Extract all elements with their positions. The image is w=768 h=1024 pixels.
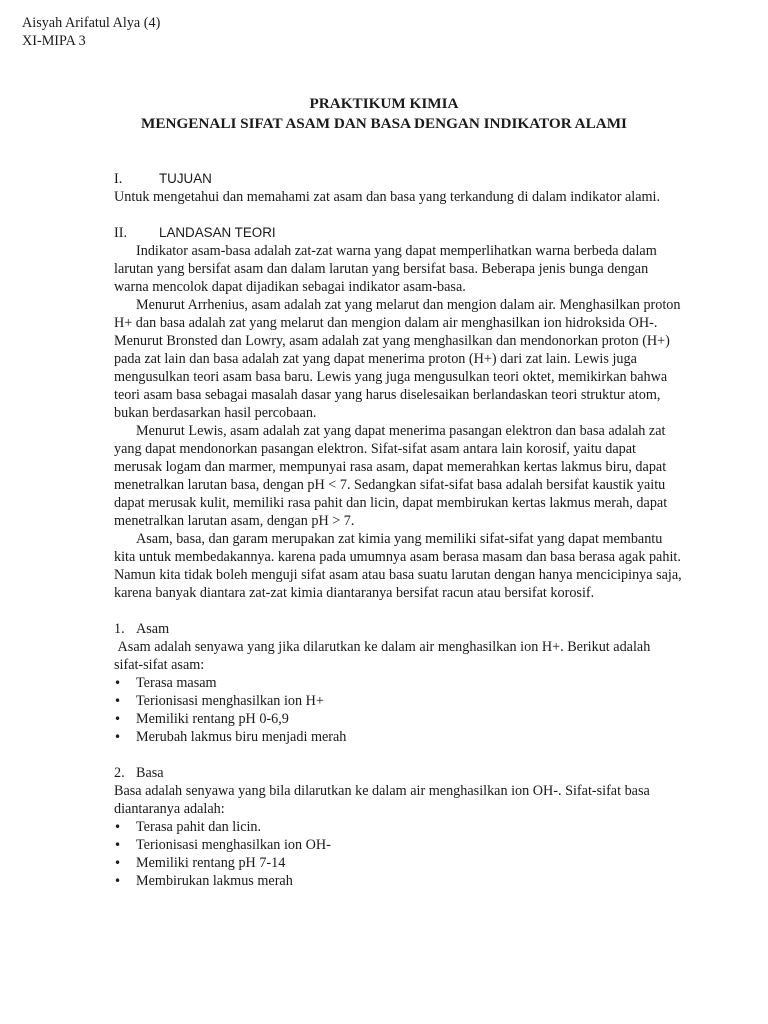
- title-line-1: PRAKTIKUM KIMIA: [309, 95, 459, 112]
- section-landasan-heading: [114, 224, 682, 242]
- list-item: • Merubah lakmus biru menjadi merah: [114, 729, 347, 745]
- asam-bullet-list: [114, 674, 682, 746]
- bullet-icon: •: [114, 874, 122, 888]
- author-block: [22, 14, 160, 50]
- section-title: LANDASAN TEORI: [159, 225, 276, 240]
- bullet-icon: •: [114, 820, 122, 834]
- title-line-2: MENGENALI SIFAT ASAM DAN BASA DENGAN INDIKATOR ALAMI: [141, 115, 627, 132]
- subsection-title: Basa: [136, 765, 164, 781]
- section-number: II.: [114, 225, 127, 241]
- subsection-number: 1.: [114, 621, 125, 637]
- list-item: • Terionisasi menghasilkan ion H+: [114, 693, 324, 709]
- bullet-icon: •: [114, 730, 122, 744]
- bullet-icon: •: [114, 712, 122, 726]
- asam-intro: Asam adalah senyawa yang jika dilarutkan ke dalam air menghasilkan ion H+. Berikut adalah sifat-sifat asam:: [114, 639, 654, 673]
- section-title: TUJUAN: [159, 171, 212, 186]
- bullet-icon: •: [114, 694, 122, 708]
- list-item: • Terionisasi menghasilkan ion OH-: [114, 837, 331, 853]
- bullet-icon: •: [114, 856, 122, 870]
- basa-heading: [114, 764, 682, 782]
- list-item: • Memiliki rentang pH 7-14: [114, 855, 286, 871]
- basa-bullet-list: [114, 818, 682, 890]
- subsection-title: Asam: [136, 621, 170, 637]
- landasan-paragraph-2: Menurut Arrhenius, asam adalah zat yang melarut dan mengion dalam air. Menghasilkan proton H+ dan basa adalah zat yang melarut dan mengion dalam air menghasilkan ion hidroksida OH-. Menurut Bronsted dan Lowry, asam adalah zat yang menghasilkan dan mendonorkan proton (H+) pada zat lain dan basa adalah zat yang dapat menerima proton (H+) dari zat lain. Lewis juga mengusulkan teori asam basa baru. Lewis yang juga mengusulkan teori oktet, memikirkan bahwa teori asam basa sebagai masalah dasar yang harus diselesaikan berlandaskan teori struktur atom, bukan berdasarkan hasil percobaan.: [114, 297, 681, 421]
- document-title: [0, 94, 768, 134]
- landasan-paragraph-4: Asam, basa, dan garam merupakan zat kimia yang memiliki sifat-sifat yang dapat membantu kita untuk membedakannya. karena pada umumnya asam berasa masam dan basa berasa agak pahit. Namun kita tidak boleh menguji sifat asam atau basa suatu larutan dengan hanya mencicipinya saja, karena banyak diantara zat-zat kimia diantaranya bersifat racun atau bersifat korosif.: [114, 531, 682, 601]
- list-item: • Terasa pahit dan licin.: [114, 819, 262, 835]
- bullet-icon: •: [114, 676, 122, 690]
- subsection-number: 2.: [114, 765, 125, 781]
- author-name: Aisyah Arifatul Alya (4): [22, 15, 161, 31]
- list-item: • Terasa masam: [114, 675, 217, 691]
- landasan-paragraph-1: Indikator asam-basa adalah zat-zat warna yang dapat memperlihatkan warna berbeda dalam larutan yang bersifat asam dan dalam larutan yang bersifat basa. Beberapa jenis bunga dengan warna mencolok dapat dijadikan sebagai indikator asam-basa.: [114, 243, 657, 295]
- basa-intro: Basa adalah senyawa yang bila dilarutkan ke dalam air menghasilkan ion OH-. Sifat-sifat basa diantaranya adalah:: [114, 783, 650, 817]
- landasan-paragraph-3: Menurut Lewis, asam adalah zat yang dapat menerima pasangan elektron dan basa adalah zat yang dapat mendonorkan pasangan elektron. Sifat-sifat asam antara lain korosif, yaitu dapat merusak logam dan marmer, mempunyai rasa asam, dapat memerahkan kertas lakmus biru, dapat menetralkan larutan basa, dengan pH < 7. Sedangkan sifat-sifat basa adalah bersifat kaustik yaitu dapat merusak kulit, memiliki rasa pahit dan licin, dapat membirukan kertas lakmus merah, dapat menetralkan larutan asam, dengan pH > 7.: [114, 423, 668, 529]
- section-number: I.: [114, 171, 123, 187]
- section-tujuan-heading: [114, 170, 682, 188]
- asam-heading: [114, 620, 682, 638]
- list-item: • Membirukan lakmus merah: [114, 873, 293, 889]
- author-class: XI-MIPA 3: [22, 33, 86, 49]
- document-body: [114, 170, 682, 890]
- bullet-icon: •: [114, 838, 122, 852]
- list-item: • Memiliki rentang pH 0-6,9: [114, 711, 289, 727]
- tujuan-text: Untuk mengetahui dan memahami zat asam dan basa yang terkandung di dalam indikator alami.: [114, 189, 661, 205]
